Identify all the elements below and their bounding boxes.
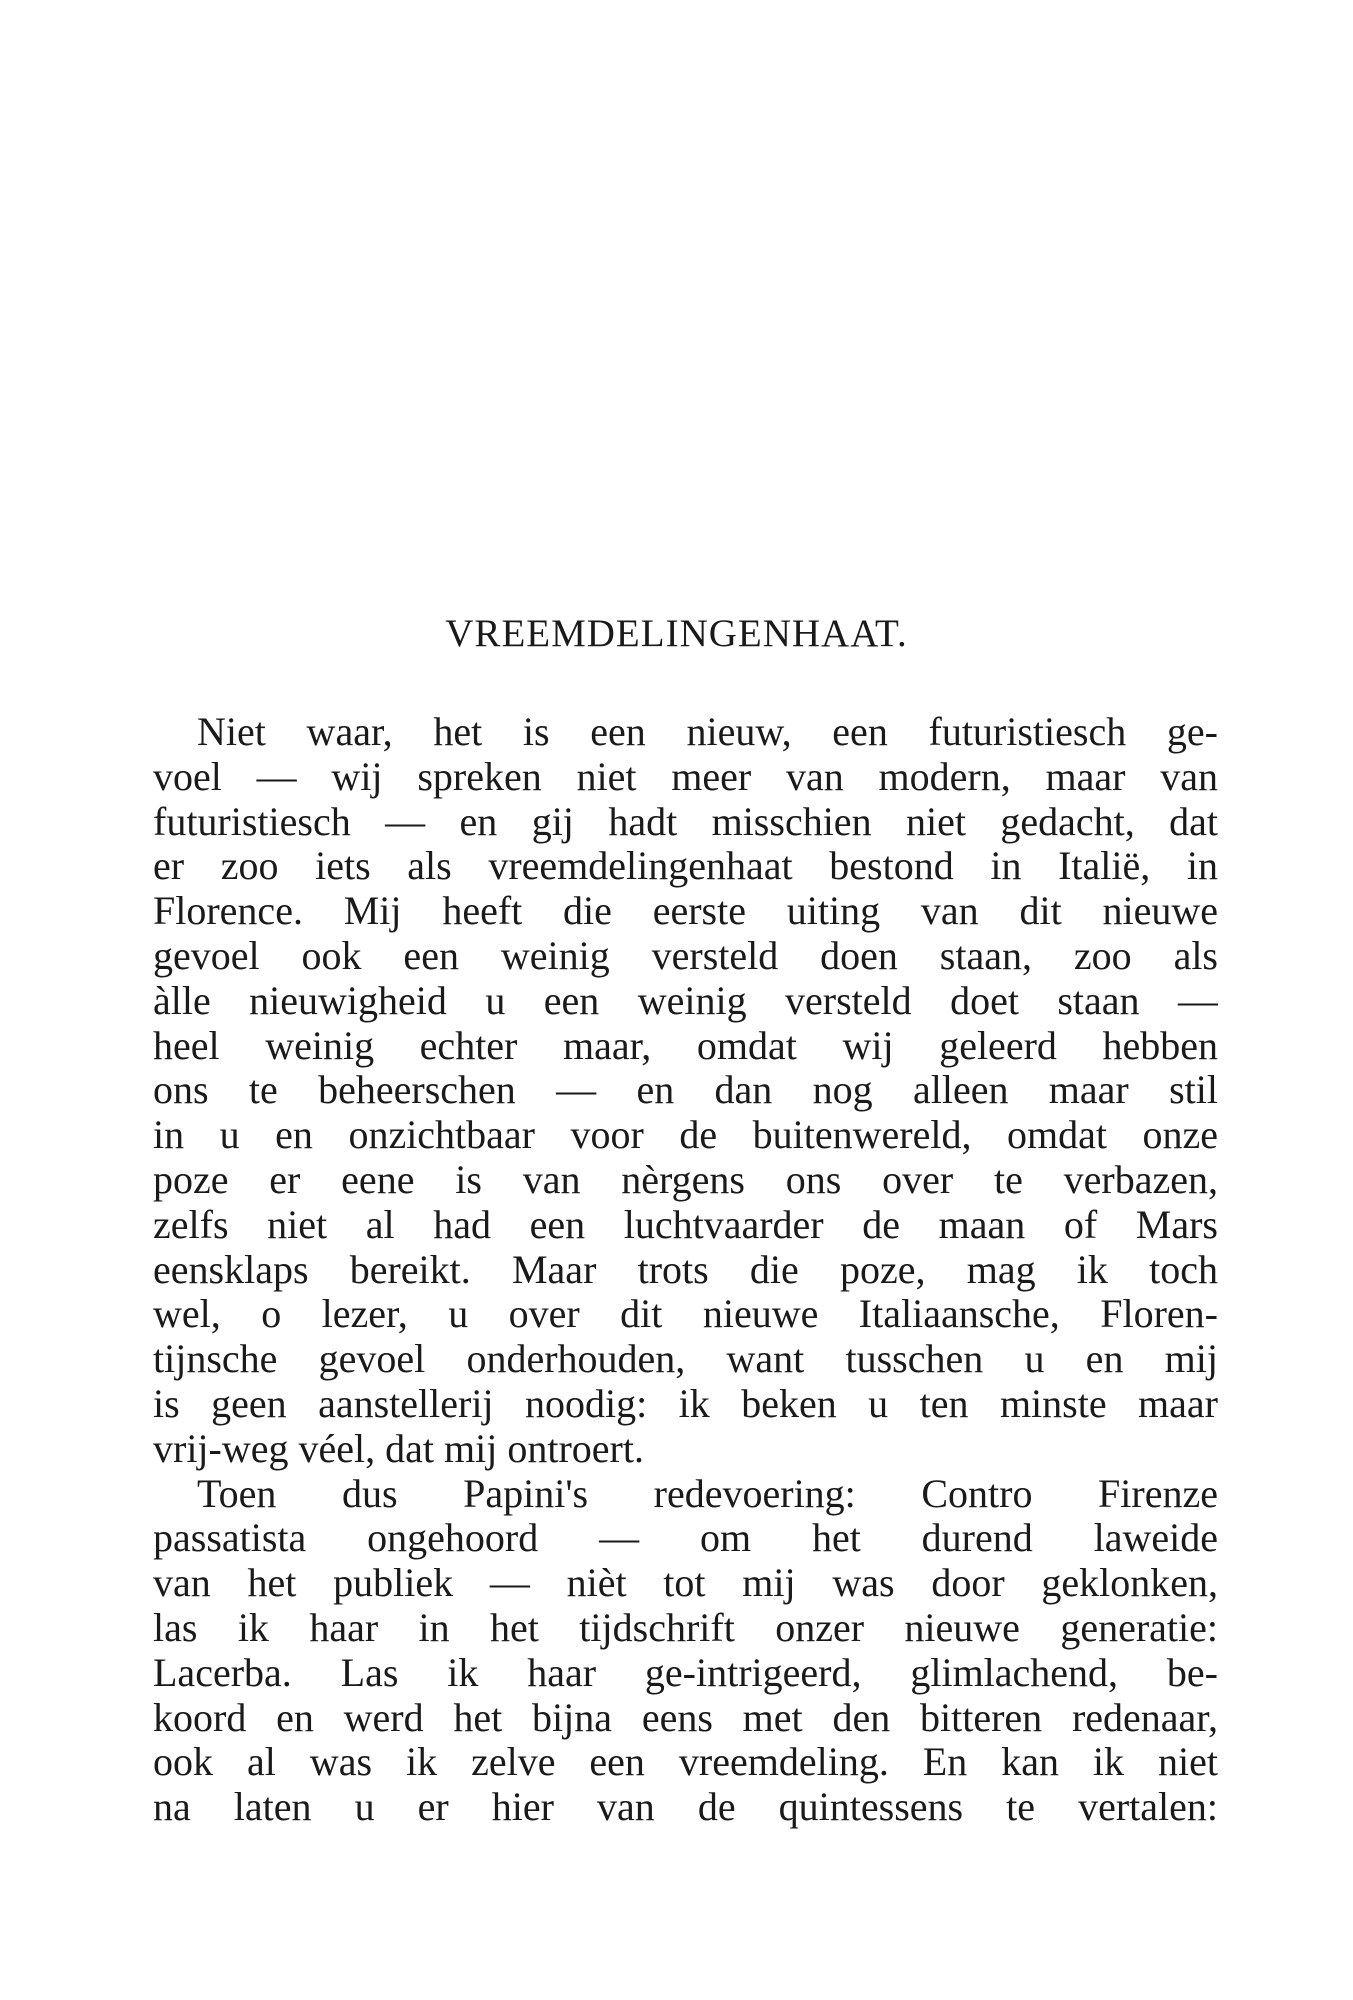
- text-line: er zoo iets als vreemdelingenhaat bestond in Italië, in: [153, 844, 1218, 889]
- text-line: wel, o lezer, u over dit nieuwe Italiaansche, Floren-: [153, 1292, 1218, 1337]
- text-line: is geen aanstellerij noodig: ik beken u ten minste maar: [153, 1381, 1218, 1426]
- text-line: poze er eene is van nèrgens ons over te verbazen,: [153, 1157, 1218, 1202]
- text-line: in u en onzichtbaar voor de buitenwereld, omdat onze: [153, 1113, 1218, 1158]
- text-line: Niet waar, het is een nieuw, een futuristiesch ge-: [197, 710, 1218, 754]
- body-text: [153, 710, 1218, 1830]
- chapter-title: VREEMDELINGENHAAT.: [445, 612, 908, 655]
- text-line: tijnsche gevoel onderhouden, want tusschen u en mij: [153, 1337, 1218, 1382]
- text-line: passatista ongehoord — om het durend laweide: [153, 1516, 1218, 1561]
- text-line: Toen dus Papini's redevoering: Contro Firenze: [197, 1471, 1218, 1516]
- text-line: ook al was ik zelve een vreemdeling. En kan ik niet: [153, 1740, 1218, 1785]
- text-line: las ik haar in het tijdschrift onzer nieuwe generatie:: [153, 1605, 1218, 1650]
- text-line: Florence. Mij heeft die eerste uiting van dit nieuwe: [153, 889, 1218, 934]
- text-line: van het publiek — nièt tot mij was door geklonken,: [153, 1561, 1218, 1606]
- text-line: futuristiesch — en gij hadt misschien niet gedacht, dat: [153, 799, 1218, 844]
- text-line: Lacerba. Las ik haar ge-intrigeerd, glimlachend, be-: [153, 1650, 1218, 1695]
- text-line: na laten u er hier van de quintessens te vertalen:: [153, 1785, 1218, 1830]
- text-line: voel — wij spreken niet meer van modern, maar van: [153, 754, 1218, 799]
- text-line: vrij-weg véel, dat mij ontroert.: [153, 1426, 644, 1471]
- text-line: heel weinig echter maar, omdat wij geleerd hebben: [153, 1023, 1218, 1068]
- text-line: koord en werd het bijna eens met den bitteren redenaar,: [153, 1695, 1218, 1740]
- text-line: àlle nieuwigheid u een weinig versteld doet staan —: [153, 978, 1218, 1023]
- text-line: eensklaps bereikt. Maar trots die poze, mag ik toch: [153, 1247, 1218, 1292]
- text-line: ons te beheerschen — en dan nog alleen maar stil: [153, 1068, 1218, 1113]
- text-line: zelfs niet al had een luchtvaarder de maan of Mars: [153, 1202, 1218, 1247]
- text-line: gevoel ook een weinig versteld doen staan, zoo als: [153, 933, 1218, 978]
